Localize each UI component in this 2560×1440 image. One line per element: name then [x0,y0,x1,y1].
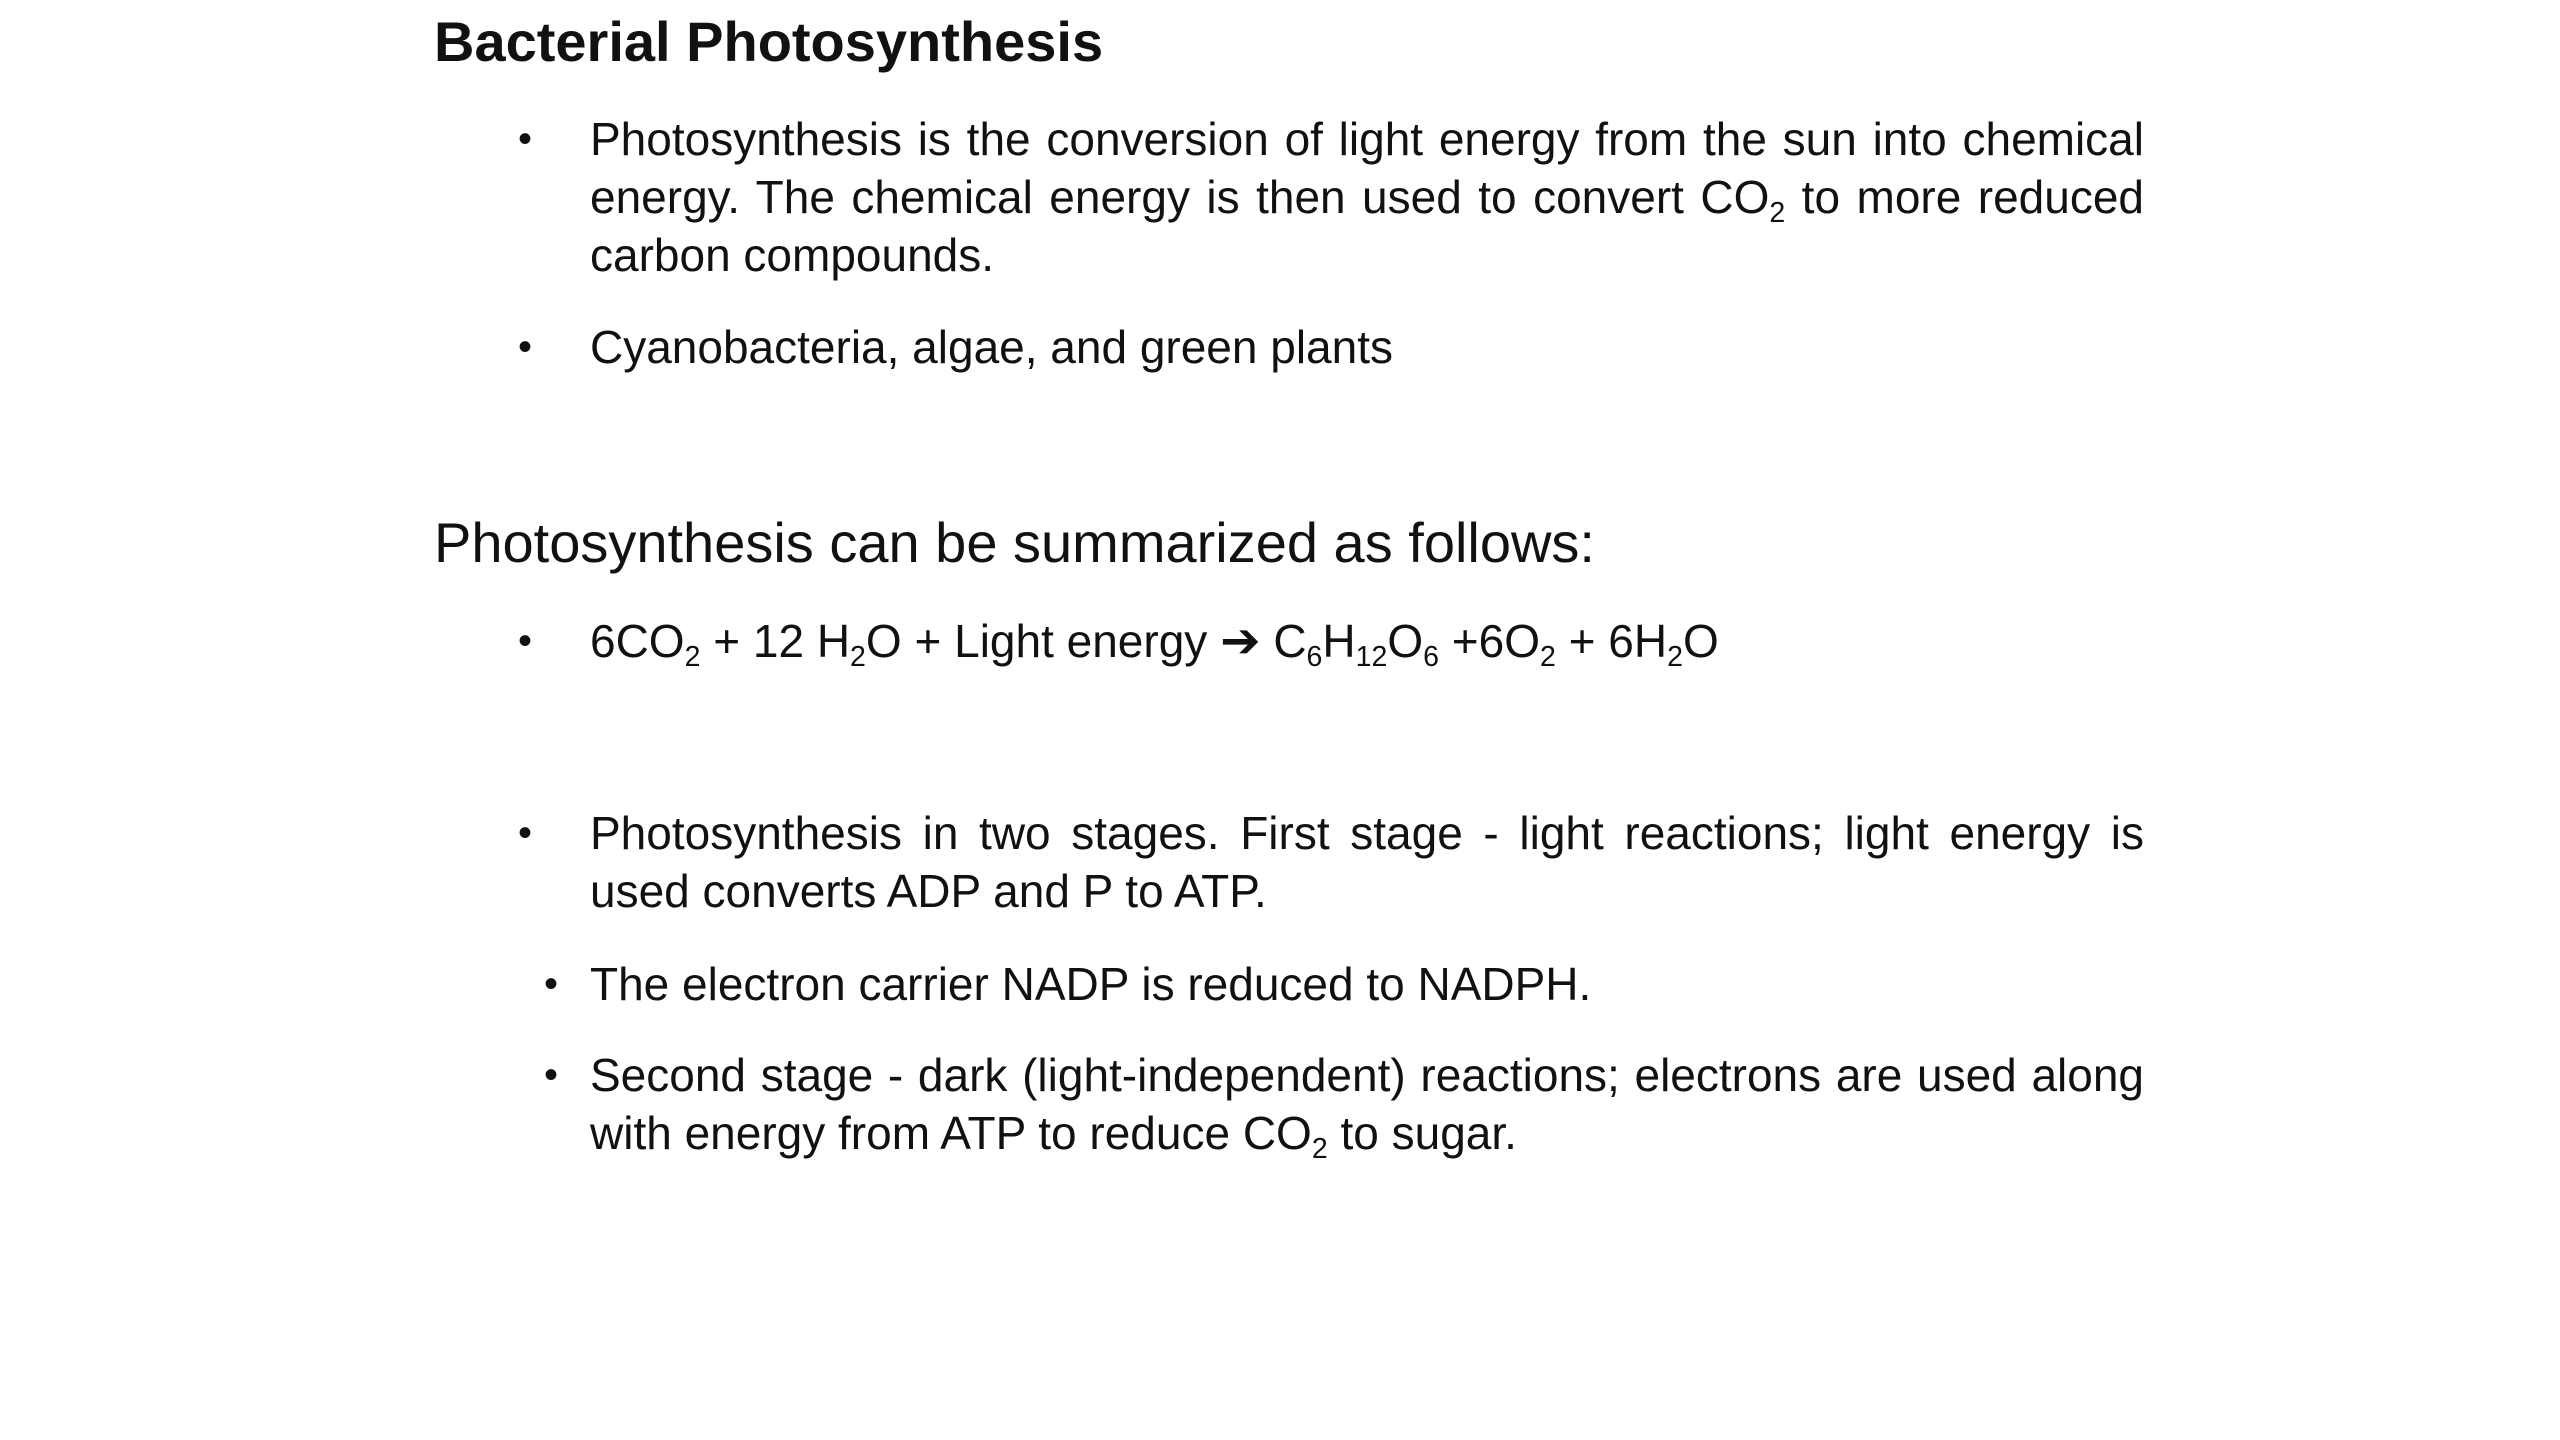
bullet-text: The electron carrier NADP is reduced to NADPH. [590,958,1592,1010]
bullet-equation [518,612,2144,674]
bullet-dot: • [518,325,533,369]
bullet-text: Photosynthesis is the conversion of light energy from the sun into chemical energy. The chemical energy is then used to convert CO [590,113,2144,223]
bullet-dot: • [544,1053,559,1097]
bullet-text-cont: to more reduced carbon compounds. [590,171,2144,281]
subscript: 2 [1769,197,1786,230]
bullet-photosynthesis-definition [518,110,2144,284]
bullet-text-cont: to sugar. [1327,1107,1517,1159]
bullet-second-stage [544,1046,2144,1166]
subscript: 2 [1311,1133,1328,1166]
bullet-two-stages [518,804,2144,920]
bullet-dot: • [544,962,559,1006]
bullet-text: Photosynthesis in two stages. First stage - light reactions; light energy is used converts ADP and P to ATP. [590,807,2144,917]
bullet-organisms [518,318,2144,376]
bullet-dot: • [518,811,533,855]
bullet-text: Cyanobacteria, algae, and green plants [590,321,1394,373]
bullet-nadp [544,955,2144,1013]
bullet-dot: • [518,117,533,161]
reaction-arrow-icon: ➔ [1220,614,1261,668]
bullet-text: Second stage - dark (light-independent) reactions; electrons are used along with energy from ATP to reduce CO [590,1049,2144,1159]
bullet-dot: • [518,619,533,663]
slide-title: Bacterial Photosynthesis [434,10,1104,73]
equation: $6CO_2 + 12$ $H_2O$ + Light energy ➔ $C_6H_{12}O_6 +6O_2 + 6H_2O$ [590,614,1719,674]
section-subtitle: Photosynthesis can be summarized as follows: [434,511,1595,574]
